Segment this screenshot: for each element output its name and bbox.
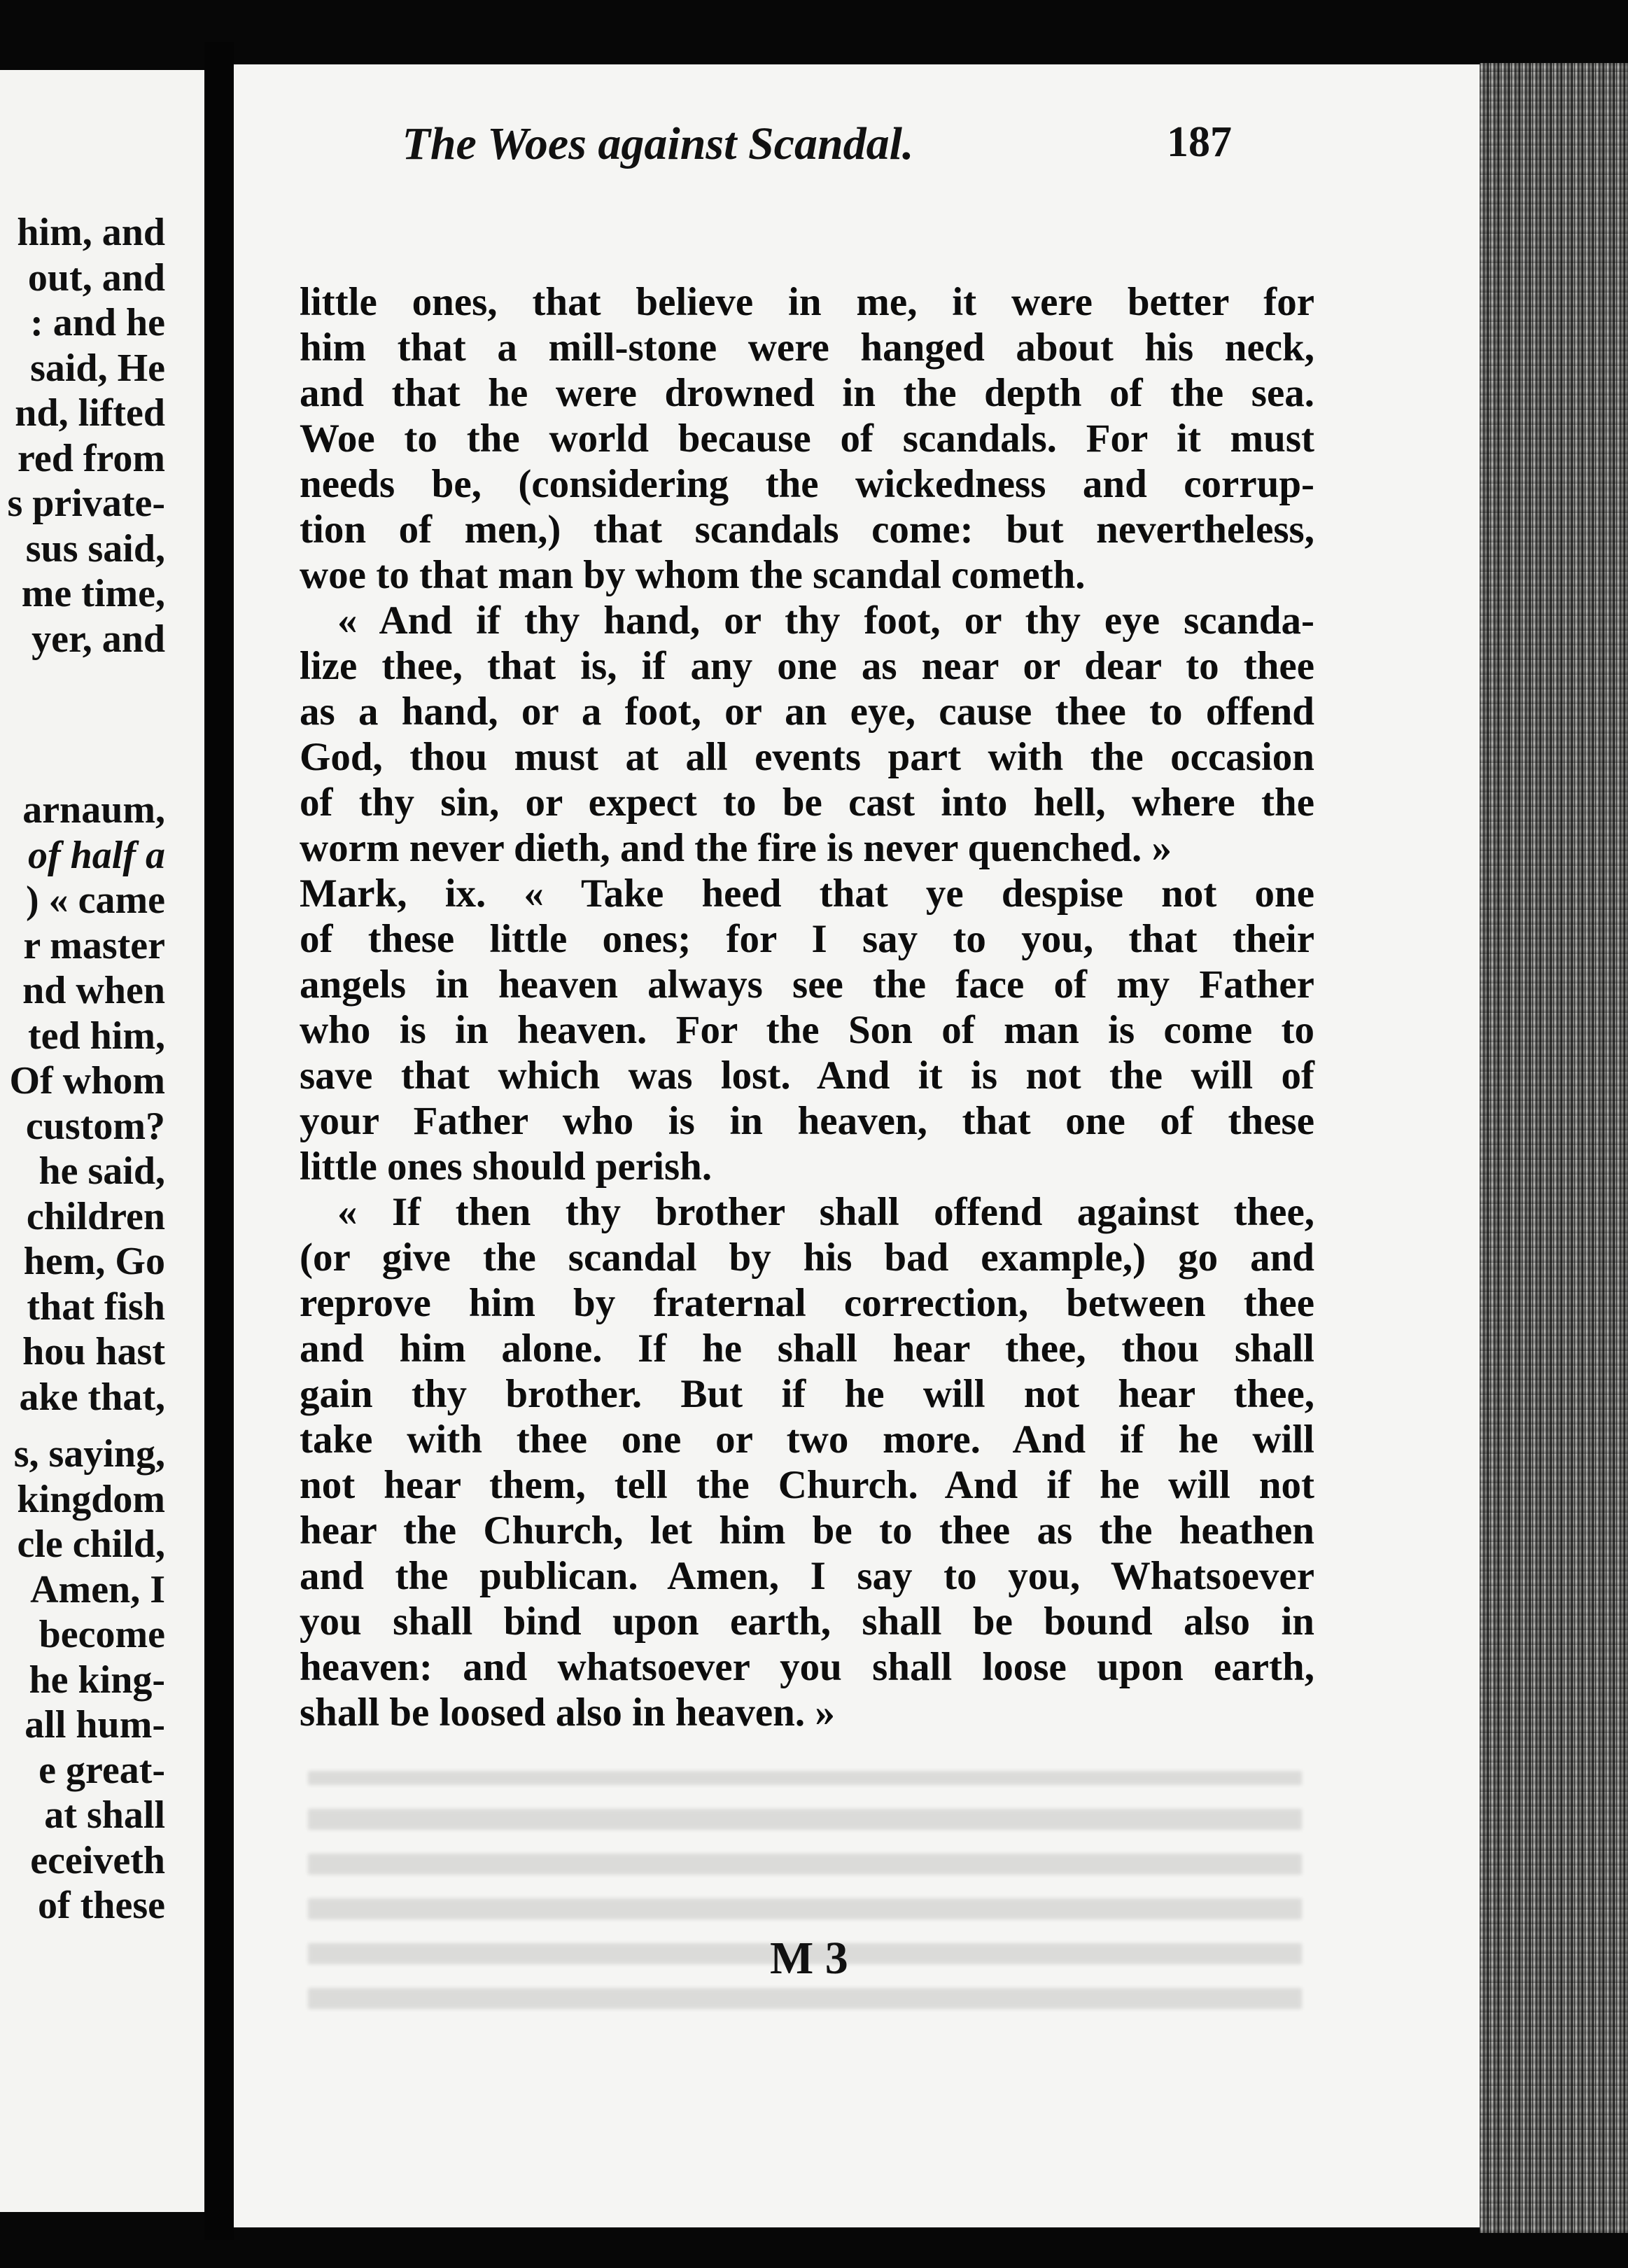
left-page-line: kingdom <box>17 1477 165 1521</box>
body-line: your Father who is in heaven, that one of these <box>300 1099 1314 1143</box>
left-page-line: all hum- <box>24 1703 165 1746</box>
page-edge <box>1480 63 1628 2233</box>
body-line: (or give the scandal by his bad example,) go and <box>300 1236 1314 1280</box>
left-page-line: nd when <box>22 969 165 1012</box>
left-page-line: out, and <box>27 255 165 300</box>
running-title: The Woes against Scandal. <box>402 118 914 169</box>
body-line: and that he were drowned in the depth of the sea. <box>300 371 1314 415</box>
body-line: heaven: and whatsoever you shall loose upon earth, <box>300 1645 1314 1689</box>
body-line: take with thee one or two more. And if he will <box>300 1418 1314 1462</box>
left-page-line: r master <box>23 923 165 967</box>
body-line: him that a mill-stone were hanged about his neck, <box>300 326 1314 370</box>
left-page-line: s private- <box>7 482 165 525</box>
body-line: « And if thy hand, or thy foot, or thy eye scanda- <box>337 598 1314 643</box>
gutter <box>204 42 234 2240</box>
body-line: as a hand, or a foot, or an eye, cause thee to offend <box>300 690 1314 734</box>
left-page-line: hou hast <box>22 1330 165 1373</box>
body-line: little ones should perish. <box>300 1144 713 1189</box>
body-line: of these little ones; for I say to you, that their <box>300 917 1314 961</box>
left-page-line: he king- <box>29 1658 165 1702</box>
left-page <box>0 70 204 2212</box>
body-line: angels in heaven always see the face of my Father <box>300 962 1314 1007</box>
left-page-line: me time, <box>21 572 165 615</box>
body-line: shall be loosed also in heaven. » <box>300 1690 835 1735</box>
body-line: reprove him by fraternal correction, between thee <box>300 1281 1314 1325</box>
left-page-line: hem, Go <box>23 1240 165 1283</box>
body-line: gain thy brother. But if he will not hear thee, <box>300 1372 1314 1416</box>
body-line: not hear them, tell the Church. And if he will not <box>300 1463 1314 1507</box>
left-page-line: of half a <box>28 833 165 877</box>
running-head <box>280 118 1232 181</box>
left-page-line: custom? <box>25 1104 165 1148</box>
body-line: Woe to the world because of scandals. For it must <box>300 416 1314 461</box>
left-page-line: ted him, <box>28 1014 165 1058</box>
left-page-line: become <box>38 1613 165 1656</box>
left-page-line: cle child, <box>17 1522 165 1566</box>
left-page-line: sus said, <box>25 526 165 570</box>
left-page-line: he said, <box>38 1149 165 1193</box>
body-line: woe to that man by whom the scandal cometh. <box>300 553 1086 597</box>
body-line: little ones, that believe in me, it were better for <box>300 280 1314 324</box>
body-line: Mark, ix. « Take heed that ye despise not one <box>300 872 1314 916</box>
left-page-line: red from <box>17 436 165 480</box>
body-line: of thy sin, or expect to be cast into hell, where the <box>300 780 1314 825</box>
left-page-line: e great- <box>38 1748 165 1792</box>
body-line: you shall bind upon earth, shall be bound also in <box>300 1600 1314 1644</box>
body-line: and the publican. Amen, I say to you, Whatsoever <box>300 1554 1314 1598</box>
body-line: needs be, (considering the wickedness and corrup- <box>300 462 1314 506</box>
body-line: tion of men,) that scandals come: but nevertheless, <box>300 507 1314 552</box>
left-page-line: s, saying, <box>13 1432 165 1476</box>
left-page-line: nd, lifted <box>15 391 165 435</box>
left-page-line: Of whom <box>9 1059 165 1102</box>
body-line: and him alone. If he shall hear thee, thou shall <box>300 1326 1314 1371</box>
left-page-line: eceiveth <box>30 1838 165 1882</box>
left-page-line: ) « came <box>25 878 165 922</box>
left-page-line: said, He <box>30 346 165 390</box>
body-line: « If then thy brother shall offend against thee, <box>337 1190 1314 1234</box>
left-page-line: children <box>26 1194 165 1238</box>
body-line: who is in heaven. For the Son of man is come to <box>300 1008 1314 1052</box>
left-page-line: : and he <box>30 301 165 344</box>
body-line: save that which was lost. And it is not the will of <box>300 1054 1314 1098</box>
left-page-line: arnaum, <box>22 788 165 832</box>
left-page-line: at shall <box>44 1793 165 1837</box>
left-page-line: Amen, I <box>30 1567 165 1611</box>
left-page-line: that fish <box>27 1284 165 1329</box>
body-line: lize thee, that is, if any one as near or dear to thee <box>300 644 1314 688</box>
left-page-line: him, and <box>17 211 165 254</box>
body-line: worm never dieth, and the fire is never quenched. » <box>300 826 1172 870</box>
signature-mark: M 3 <box>770 1933 848 1984</box>
left-page-line: of these <box>38 1884 165 1927</box>
left-page-line: yer, and <box>31 617 165 661</box>
left-page-line: ake that, <box>19 1375 165 1419</box>
body-line: God, thou must at all events part with the occasion <box>300 735 1314 779</box>
body-line: hear the Church, let him be to thee as the heathen <box>300 1508 1314 1553</box>
page-number: 187 <box>1167 118 1232 166</box>
